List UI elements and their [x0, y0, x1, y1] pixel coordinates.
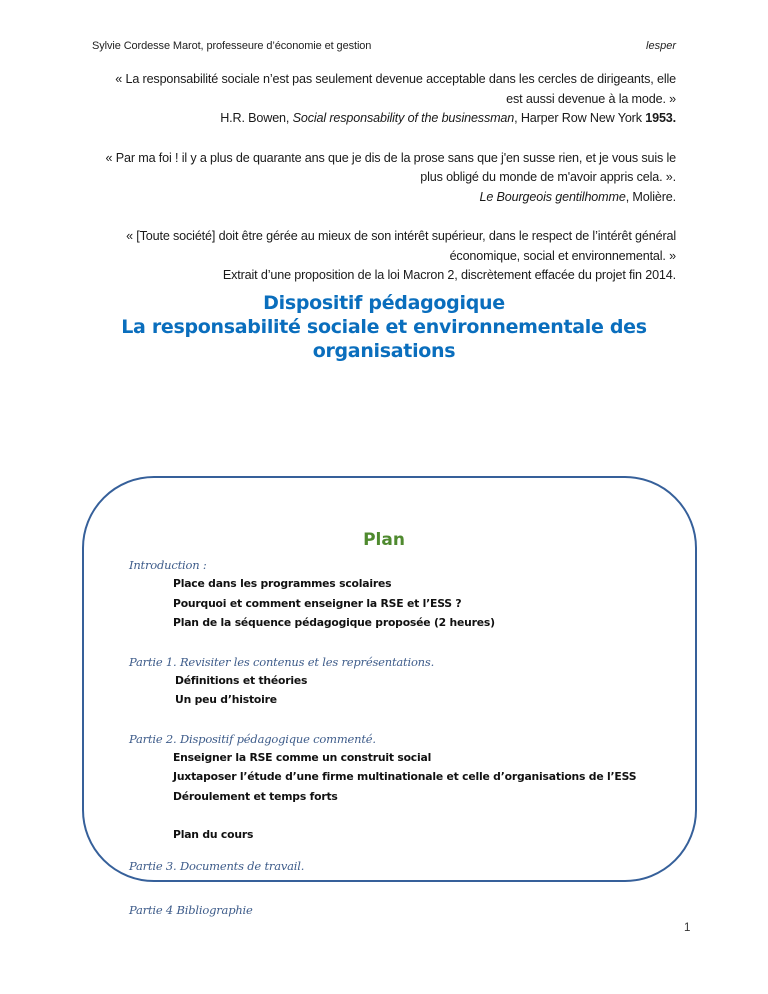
epigraphs	[92, 70, 676, 306]
source-publisher: , Harper Row New York	[514, 111, 646, 125]
source-title: Social responsability of the businessman	[292, 111, 515, 125]
section-label-partie-2: Partie 2. Dispositif pédagogique commenté.	[129, 731, 376, 746]
header-organization: lesper	[646, 40, 676, 52]
document-title	[100, 291, 668, 363]
plan-heading: Plan	[363, 530, 405, 550]
plan-item: Plan du cours	[173, 828, 254, 841]
plan-outline	[129, 556, 689, 919]
quote-text: est aussi devenue à la mode. »	[506, 91, 676, 106]
plan-item: Pourquoi et comment enseigner la RSE et l’ESS ?	[173, 596, 462, 610]
section-label-partie-3: Partie 3. Documents de travail.	[129, 858, 305, 873]
section-label-partie-1: Partie 1. Revisiter les contenus et les représentations.	[129, 654, 435, 669]
source-author: H.R. Bowen,	[220, 111, 293, 125]
page-header	[92, 40, 676, 56]
quote-bowen	[92, 70, 676, 129]
source-title: Le Bourgeois gentilhomme	[479, 189, 626, 204]
quote-source	[92, 109, 676, 129]
plan-item: Juxtaposer l’étude d’une firme multinationale et celle d’organisations de l’ESS	[173, 770, 637, 783]
quote-text: « [Toute société] doit être gérée au mieux de son intérêt supérieur, dans le respect de l’intérêt général	[126, 229, 676, 243]
title-line: Dispositif pédagogique	[263, 292, 505, 314]
section-label-introduction: Introduction :	[129, 558, 207, 572]
quote-text: plus obligé du monde de m'avoir appris cela. ».	[420, 170, 676, 184]
section-label-partie-4: Partie 4 Bibliographie	[129, 902, 253, 917]
plan-item: Déroulement et temps forts	[173, 789, 338, 803]
title-line: La responsabilité sociale et environnementale des	[121, 316, 647, 338]
page-number: 1	[684, 922, 691, 934]
quote-source	[92, 188, 676, 208]
quote-macron-law	[92, 227, 676, 286]
plan-item: Définitions et théories	[175, 673, 308, 687]
plan-item: Enseigner la RSE comme un construit social	[173, 750, 432, 764]
source-year: 1953.	[645, 111, 676, 125]
plan-item: Un peu d’histoire	[175, 693, 277, 706]
header-author: Sylvie Cordesse Marot, professeure d’économie et gestion	[92, 40, 372, 52]
plan-item: Place dans les programmes scolaires	[173, 577, 392, 590]
quote-source: Extrait d’une proposition de la loi Macron 2, discrètement effacée du projet fin 2014.	[222, 268, 676, 282]
source-author: , Molière.	[625, 189, 676, 204]
quote-moliere	[92, 149, 676, 208]
title-line: organisations	[312, 340, 456, 362]
quote-text: économique, social et environnemental. »	[449, 248, 676, 263]
quote-text: « La responsabilité sociale n’est pas seulement devenue acceptable dans les cercles de dirigeants, elle	[115, 72, 676, 86]
plan-item: Plan de la séquence pédagogique proposée (2 heures)	[173, 616, 495, 629]
quote-text: « Par ma foi ! il y a plus de quarante ans que je dis de la prose sans que j'en susse rien, et je vous suis le	[105, 150, 676, 165]
